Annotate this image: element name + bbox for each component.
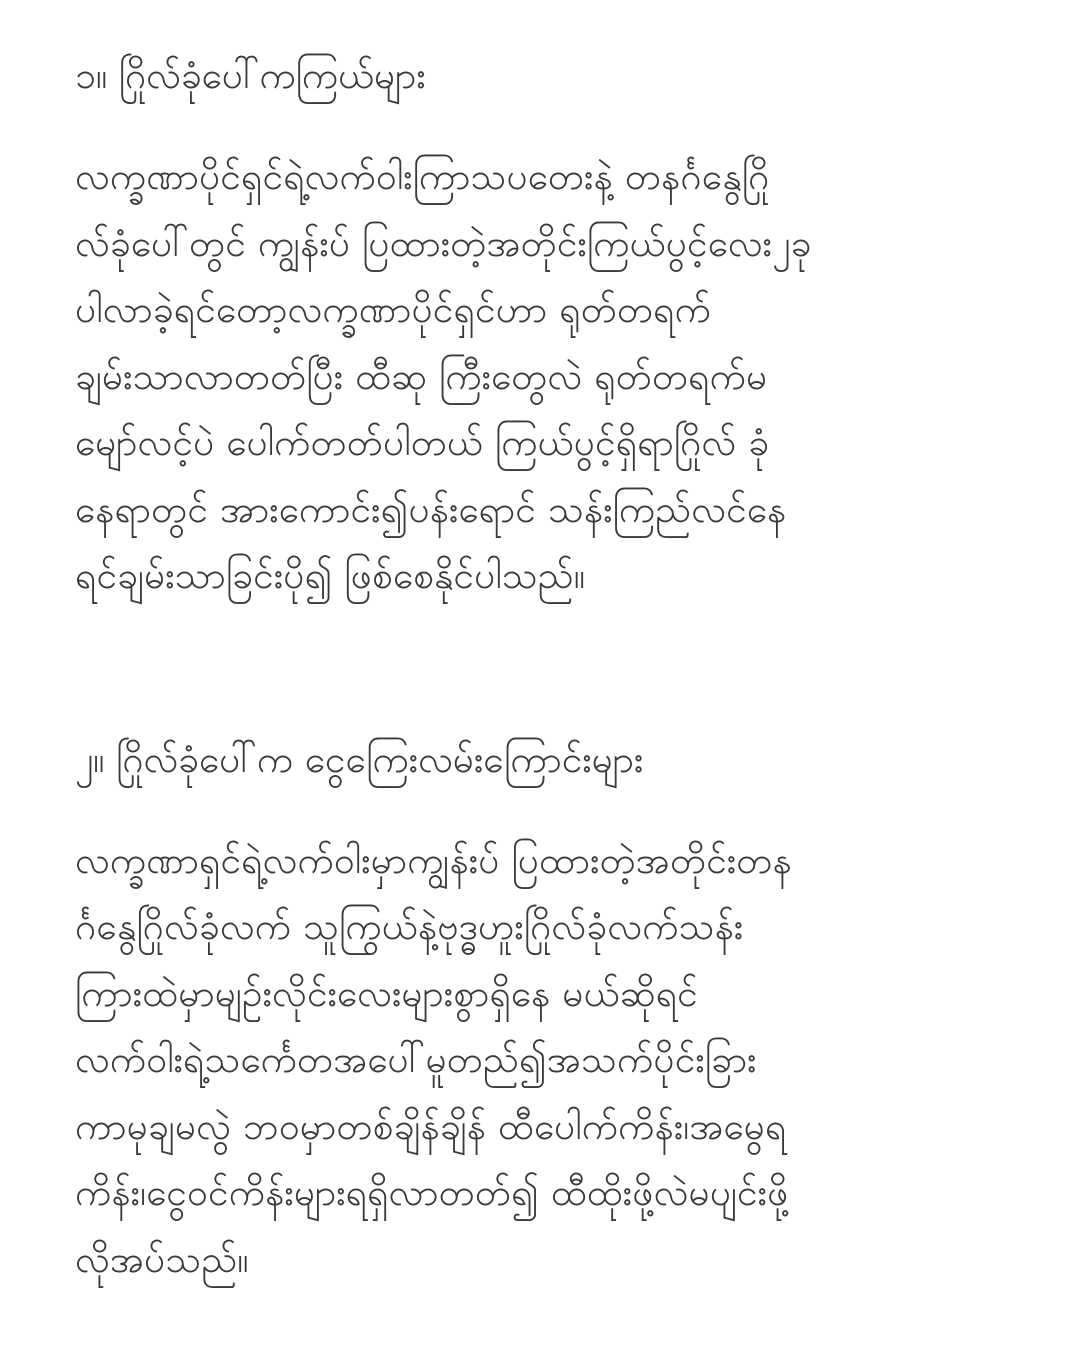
section-heading: ၂။ ဂြိုလ်ခုံပေါ်က ငွေကြေးလမ်းကြောင်းများ (75, 737, 644, 781)
paragraph-line: ပါလာခဲ့ရင်တော့လက္ခဏာပိုင်ရှင်ဟာ ရုတ်တရက် (75, 288, 712, 331)
paragraph-line: နေရာတွင် အားကောင်း၍ပန်းရောင် သန်းကြည်လင်နေ (75, 487, 787, 531)
paragraph-line: လက္ခဏာရှင်ရဲ့လက်ဝါးမှာကျွန်းပ် ပြထားတဲ့အတိုင်းတန (75, 838, 792, 882)
paragraph-line: လက်ဝါးရဲ့သင်္ကေတအပေါ်မူတည်၍အသက်ပိုင်းခြား (75, 1038, 757, 1081)
paragraph-line: လ်ခုံပေါ်တွင် ကျွန်းပ် ပြထားတဲ့အတိုင်းကြယ်ပွင့်လေး၂ခု (75, 221, 812, 265)
section-heading: ၁။ ဂြိုလ်ခုံပေါ်ကကြယ်များ (75, 54, 426, 97)
paragraph-line: ကာမုချမလွဲ ဘဝမှာတစ်ချိန်ချိန် ထီပေါက်ကိန်း၊အမွေရ (75, 1104, 787, 1148)
paragraph-line: လက္ခဏာပိုင်ရှင်ရဲ့လက်ဝါးကြာသပတေးနဲ့ တနင်္ဂနွေဂြို (75, 155, 770, 198)
paragraph-line: ကြားထဲမှာမျဉ်းလိုင်းလေးများစွာရှိနေ မယ်ဆိုရင် (75, 971, 698, 1015)
paragraph-line: င်္ဂနွေဂြိုလ်ခုံလက် သူကြွယ်နဲ့ဗုဒ္ဓဟူးဂြိုလ်ခုံလက်သန်း (75, 905, 744, 948)
paragraph-line: မျော်လင့်ပဲ ပေါက်တတ်ပါတယ် ကြယ်ပွင့်ရှိရာဂြိုလ် ခုံ (75, 421, 770, 464)
paragraph-line: ရင်ချမ်းသာခြင်းပို၍ ဖြစ်စေနိုင်ပါသည်။ (75, 554, 586, 597)
paragraph-line: ချမ်းသာလာတတ်ပြီး ထီဆု ကြီးတွေလဲ ရုတ်တရက်မ (75, 354, 768, 398)
section-money-lines (75, 720, 1010, 1294)
section-paragraph (75, 828, 1010, 1294)
section-stars-on-mounts (75, 36, 1010, 610)
paragraph-line: ကိန်း၊ငွေဝင်ကိန်းများရရှိလာတတ်၍ ထီထိုးဖို့လဲမပျင်းဖို့ (75, 1171, 789, 1214)
paragraph-line: လိုအပ်သည်။ (75, 1237, 249, 1281)
section-paragraph (75, 144, 1010, 610)
